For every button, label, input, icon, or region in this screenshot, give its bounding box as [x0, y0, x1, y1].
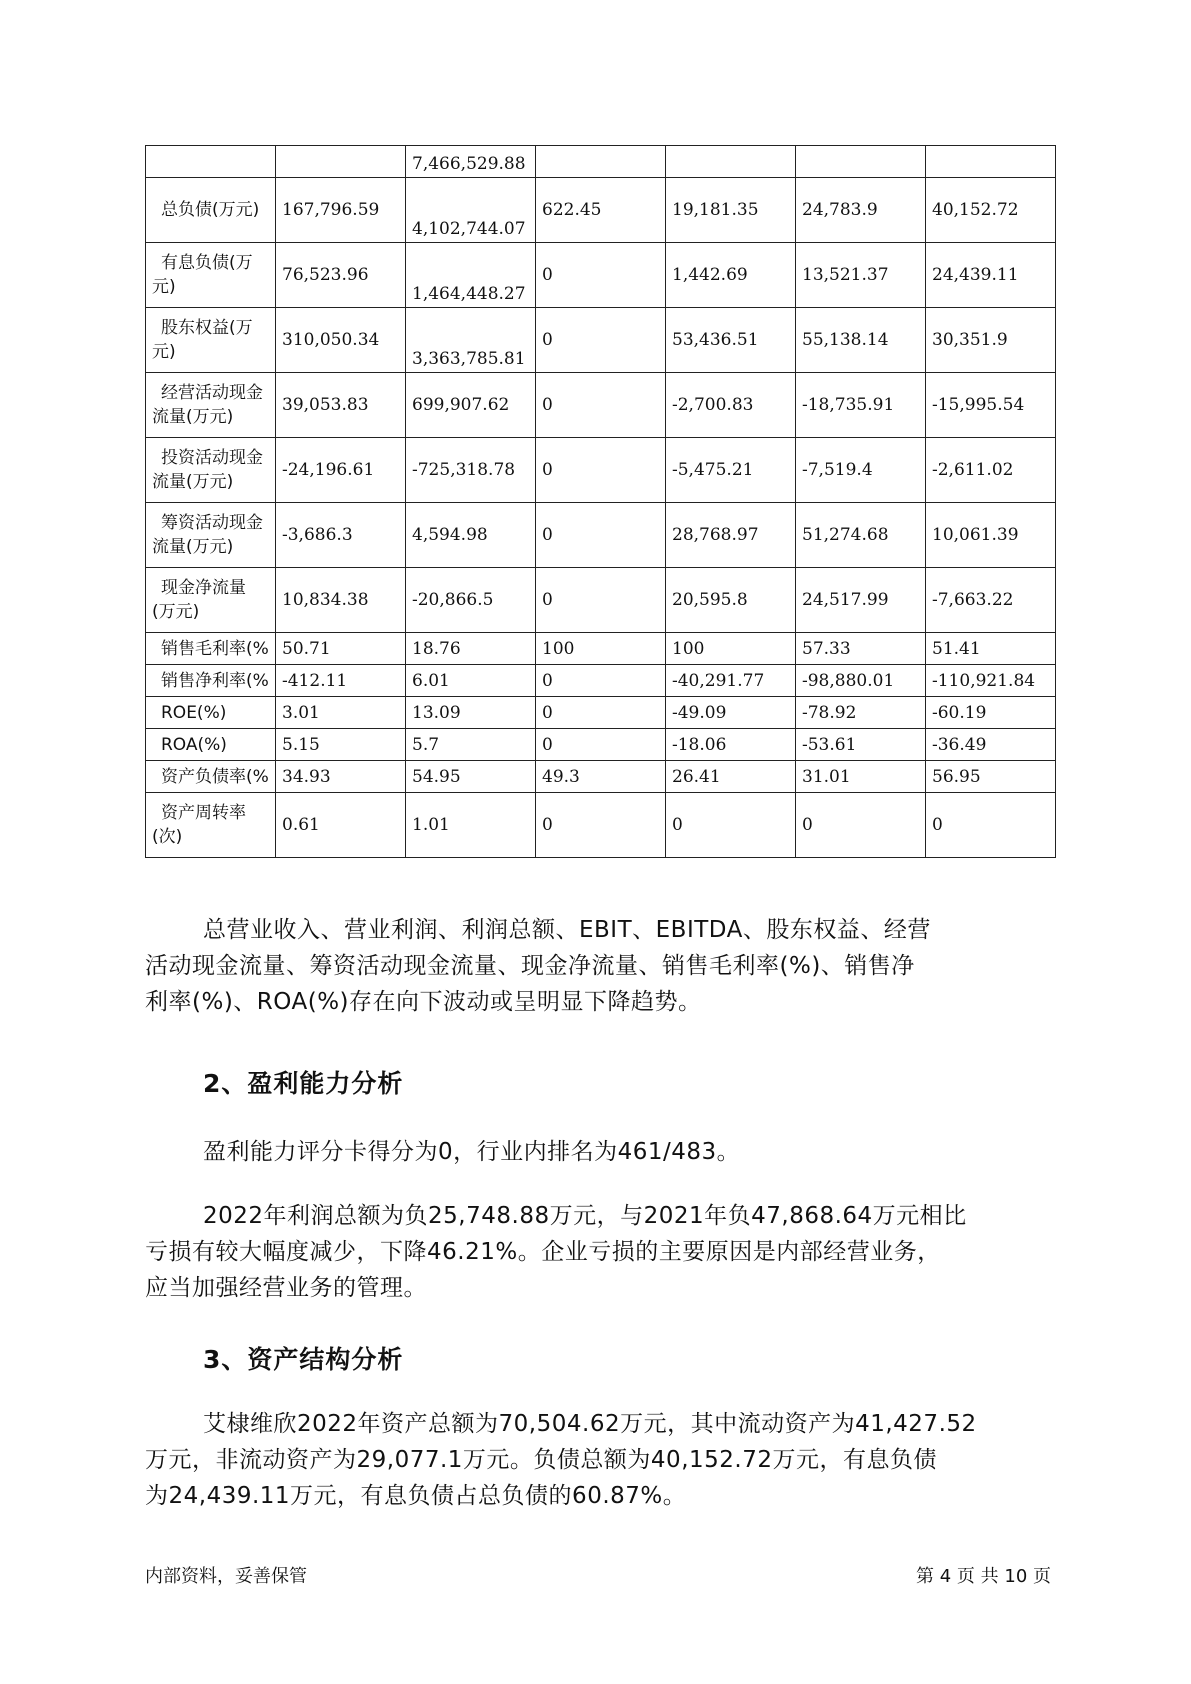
table-row — [146, 729, 1056, 761]
table-row — [146, 373, 1056, 438]
value-cell: 18.76 — [406, 633, 536, 665]
financial-table — [145, 145, 1056, 858]
row-label-cell — [146, 503, 276, 568]
value-cell: -5,475.21 — [666, 438, 796, 503]
row-label-text: (万元) — [152, 602, 200, 622]
value-cell: 76,523.96 — [276, 243, 406, 308]
value-cell: 10,834.38 — [276, 568, 406, 633]
row-label-cell — [146, 568, 276, 633]
value-cell — [276, 146, 406, 178]
value-cell: 5.15 — [276, 729, 406, 761]
value-cell: 3.01 — [276, 697, 406, 729]
value-cell: 51,274.68 — [796, 503, 926, 568]
table-row — [146, 503, 1056, 568]
table-row — [146, 243, 1056, 308]
text-line: 艾棣维欣2022年资产总额为70,504.62万元，其中流动资产为41,427.52 — [203, 1411, 977, 1437]
row-label-text: 流量(万元) — [152, 407, 234, 427]
value-cell: 0 — [926, 793, 1056, 858]
value-cell: 24,439.11 — [926, 243, 1056, 308]
value-cell: 4,594.98 — [406, 503, 536, 568]
table-row — [146, 308, 1056, 373]
value-cell: 6.01 — [406, 665, 536, 697]
table-row — [146, 568, 1056, 633]
value-cell: 10,061.39 — [926, 503, 1056, 568]
value-cell: 31.01 — [796, 761, 926, 793]
value-cell: 622.45 — [536, 178, 666, 243]
table-row — [146, 793, 1056, 858]
row-label-cell — [146, 308, 276, 373]
row-label-text: ROE(%) — [161, 702, 227, 723]
row-label-cell — [146, 178, 276, 243]
value-cell: 100 — [666, 633, 796, 665]
value-cell: 24,517.99 — [796, 568, 926, 633]
value-cell: 53,436.51 — [666, 308, 796, 373]
value-cell: 56.95 — [926, 761, 1056, 793]
value-cell: 0 — [536, 568, 666, 633]
value-cell: 49.3 — [536, 761, 666, 793]
paragraph-profit-detail — [145, 1198, 1070, 1306]
value-cell: 57.33 — [796, 633, 926, 665]
value-cell: 0 — [666, 793, 796, 858]
text-line: 万元，非流动资产为29,077.1万元。负债总额为40,152.72万元，有息负债 — [145, 1447, 937, 1473]
value-cell: 699,907.62 — [406, 373, 536, 438]
text-line: 盈利能力评分卡得分为0，行业内排名为461/483。 — [203, 1139, 741, 1165]
footer-page-number: 第 4 页 共 10 页 — [916, 1566, 1051, 1587]
financial-table-body — [146, 146, 1056, 858]
value-cell — [536, 146, 666, 178]
value-cell: 39,053.83 — [276, 373, 406, 438]
value-cell: 1.01 — [406, 793, 536, 858]
value-cell: -3,686.3 — [276, 503, 406, 568]
row-label-text: (次) — [152, 827, 183, 847]
value-cell: 40,152.72 — [926, 178, 1056, 243]
table-row — [146, 761, 1056, 793]
value-cell: -60.19 — [926, 697, 1056, 729]
row-label-cell — [146, 373, 276, 438]
value-cell: -40,291.77 — [666, 665, 796, 697]
row-label-text: 资产负债率(% — [161, 766, 269, 787]
value-cell: -20,866.5 — [406, 568, 536, 633]
value-cell: 5.7 — [406, 729, 536, 761]
text-line: 为24,439.11万元，有息负债占总负债的60.87%。 — [145, 1483, 687, 1509]
value-cell: 13,521.37 — [796, 243, 926, 308]
value-cell: -2,611.02 — [926, 438, 1056, 503]
text-line: 应当加强经营业务的管理。 — [145, 1275, 427, 1301]
value-cell: 0.61 — [276, 793, 406, 858]
value-cell: 1,442.69 — [666, 243, 796, 308]
row-label-text: 元) — [152, 342, 176, 362]
value-cell: 26.41 — [666, 761, 796, 793]
value-cell: -53.61 — [796, 729, 926, 761]
table-row — [146, 438, 1056, 503]
row-label-text: 投资活动现金 — [161, 448, 263, 468]
section-heading-asset-structure: 3、资产结构分析 — [203, 1345, 404, 1374]
value-cell: 1,464,448.27 — [406, 243, 536, 308]
value-cell: 13.09 — [406, 697, 536, 729]
value-cell: -2,700.83 — [666, 373, 796, 438]
value-cell: 0 — [536, 793, 666, 858]
table-row — [146, 665, 1056, 697]
row-label-text: 经营活动现金 — [161, 383, 263, 403]
value-cell: 167,796.59 — [276, 178, 406, 243]
value-cell: -7,663.22 — [926, 568, 1056, 633]
table-row — [146, 697, 1056, 729]
row-label-cell — [146, 697, 276, 729]
value-cell: 0 — [536, 503, 666, 568]
value-cell: -18,735.91 — [796, 373, 926, 438]
row-label-text: 流量(万元) — [152, 472, 234, 492]
row-label-text: ROA(%) — [161, 734, 227, 755]
footer-confidential-note: 内部资料，妥善保管 — [145, 1566, 307, 1587]
row-label-text: 股东权益(万 — [161, 318, 253, 338]
row-label-text: 现金净流量 — [161, 578, 246, 598]
value-cell: -78.92 — [796, 697, 926, 729]
paragraph-asset-structure — [145, 1406, 1070, 1514]
text-line: 2022年利润总额为负25,748.88万元，与2021年负47,868.64万元相比 — [203, 1203, 967, 1229]
value-cell — [666, 146, 796, 178]
row-label-cell — [146, 243, 276, 308]
row-label-text: 总负债(万元) — [161, 200, 260, 220]
paragraph-profit-score — [145, 1134, 1070, 1170]
text-line: 利率(%)、ROA(%)存在向下波动或呈明显下降趋势。 — [145, 989, 702, 1015]
row-label-text: 元) — [152, 277, 176, 297]
value-cell: 51.41 — [926, 633, 1056, 665]
row-label-cell — [146, 438, 276, 503]
table-row — [146, 633, 1056, 665]
value-cell: 0 — [536, 438, 666, 503]
row-label-text: 有息负债(万 — [161, 253, 253, 273]
value-cell: -98,880.01 — [796, 665, 926, 697]
value-cell: -15,995.54 — [926, 373, 1056, 438]
value-cell — [926, 146, 1056, 178]
value-cell: 19,181.35 — [666, 178, 796, 243]
value-cell: 4,102,744.07 — [406, 178, 536, 243]
table-row — [146, 146, 1056, 178]
value-cell: 0 — [536, 697, 666, 729]
paragraph-trend-summary — [145, 912, 1070, 1020]
value-cell: 34.93 — [276, 761, 406, 793]
value-cell: 54.95 — [406, 761, 536, 793]
value-cell: 50.71 — [276, 633, 406, 665]
value-cell: 7,466,529.88 — [406, 146, 536, 178]
row-label-text: 资产周转率 — [161, 803, 246, 823]
value-cell — [796, 146, 926, 178]
value-cell: -110,921.84 — [926, 665, 1056, 697]
text-line: 亏损有较大幅度减少，下降46.21%。企业亏损的主要原因是内部经营业务， — [145, 1239, 941, 1265]
value-cell: 20,595.8 — [666, 568, 796, 633]
row-label-cell — [146, 729, 276, 761]
row-label-cell — [146, 633, 276, 665]
value-cell: 28,768.97 — [666, 503, 796, 568]
value-cell: -24,196.61 — [276, 438, 406, 503]
value-cell: 3,363,785.81 — [406, 308, 536, 373]
row-label-cell — [146, 761, 276, 793]
value-cell: 0 — [536, 243, 666, 308]
value-cell: -18.06 — [666, 729, 796, 761]
value-cell: 100 — [536, 633, 666, 665]
value-cell: 0 — [536, 665, 666, 697]
row-label-text: 销售毛利率(% — [161, 638, 269, 659]
value-cell: 55,138.14 — [796, 308, 926, 373]
value-cell: 30,351.9 — [926, 308, 1056, 373]
value-cell: 0 — [536, 729, 666, 761]
row-label-text: 销售净利率(% — [161, 670, 269, 691]
row-label-text: 流量(万元) — [152, 537, 234, 557]
value-cell: 310,050.34 — [276, 308, 406, 373]
value-cell: -49.09 — [666, 697, 796, 729]
row-label-cell — [146, 146, 276, 178]
value-cell: -7,519.4 — [796, 438, 926, 503]
value-cell: -725,318.78 — [406, 438, 536, 503]
row-label-text: 筹资活动现金 — [161, 513, 263, 533]
row-label-cell — [146, 793, 276, 858]
value-cell: 0 — [536, 308, 666, 373]
row-label-cell — [146, 665, 276, 697]
value-cell: 0 — [796, 793, 926, 858]
table-row — [146, 178, 1056, 243]
section-heading-profitability: 2、盈利能力分析 — [203, 1069, 404, 1098]
value-cell: 0 — [536, 373, 666, 438]
value-cell: -412.11 — [276, 665, 406, 697]
value-cell: -36.49 — [926, 729, 1056, 761]
text-line: 总营业收入、营业利润、利润总额、EBIT、EBITDA、股东权益、经营 — [203, 917, 931, 943]
value-cell: 24,783.9 — [796, 178, 926, 243]
text-line: 活动现金流量、筹资活动现金流量、现金净流量、销售毛利率(%)、销售净 — [145, 953, 915, 979]
